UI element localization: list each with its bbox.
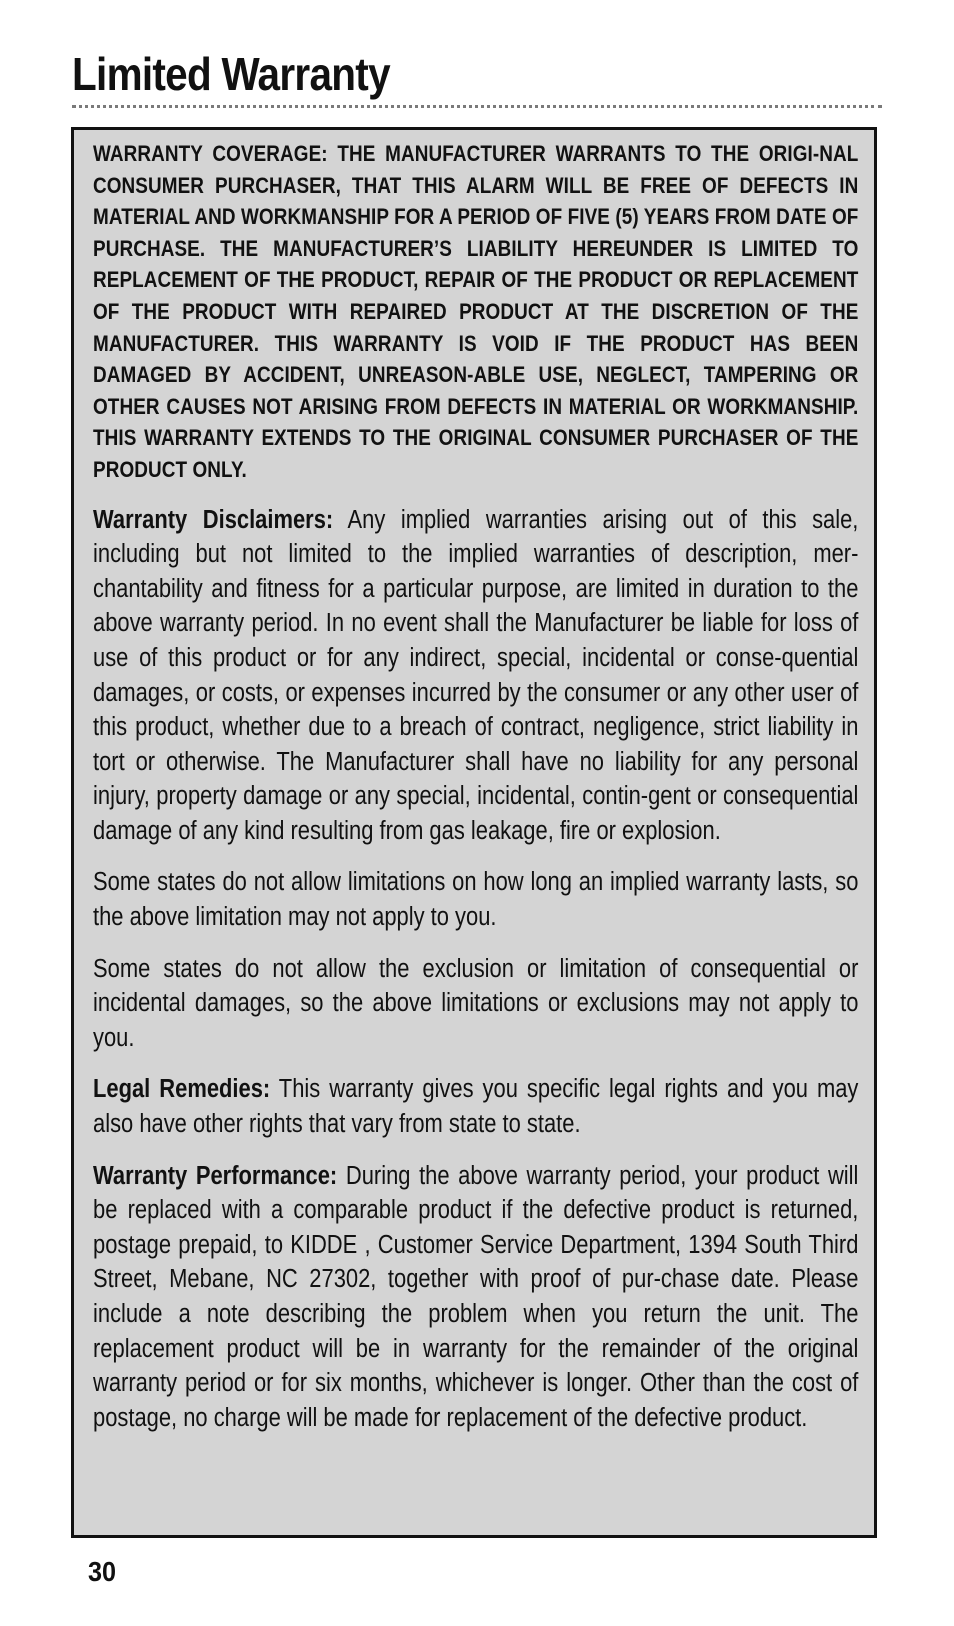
page-title: Limited Warranty <box>72 48 390 100</box>
legal-remedies-text: This warranty gives you specific legal rights and you may also have other rights that vary from state to state. <box>93 1075 859 1139</box>
warranty-disclaimers-paragraph <box>93 503 858 849</box>
warranty-disclaimers-text: Any implied warranties arising out of this sale, including but not limited to the implied warranties of description, mer-chantability and fitness for a particular purpose, are limited in duration to the above warranty period. In no event shall the Manufacturer be liable for loss of use of this product or for any indirect, special, incidental or conse-quential damages, or costs, or expenses incurred by the consumer or any other user of this product, whether due to a breach of contract, negligence, strict liability in tort or otherwise. The Manufacturer shall have no liability for any personal injury, property damage or any special, incidental, contin-gent or consequential damage of any kind resulting from gas leakage, fire or explosion. <box>93 505 859 845</box>
warranty-performance-heading: Warranty Performance: <box>93 1161 338 1190</box>
warranty-content <box>93 138 858 1435</box>
states-exclusion-paragraph: Some states do not allow the exclusion or limitation of consequential or incidental damages, so the above limitations or exclusions may not apply to you. <box>93 954 859 1052</box>
warranty-performance-paragraph <box>93 1159 858 1436</box>
warranty-coverage: WARRANTY COVERAGE: THE MANUFACTURER WARRANTS TO THE ORIGI-NAL CONSUMER PURCHASER, THAT THIS ALARM WILL BE FREE OF DEFECTS IN MATERIAL AND WORKMANSHIP FOR A PERIOD OF FIVE (5) YEARS FROM DATE OF PURCHASE. THE MANUFACTURER’S LIABILITY HEREUNDER IS LIMITED TO REPLACEMENT OF THE PRODUCT, REPAIR OF THE PRODUCT OR REPLACEMENT OF THE PRODUCT WITH REPAIRED PRODUCT AT THE DISCRETION OF THE MANUFACTURER. THIS WARRANTY IS VOID IF THE PRODUCT HAS BEEN DAMAGED BY ACCIDENT, UNREASON-ABLE USE, NEGLECT, TAMPERING OR OTHER CAUSES NOT ARISING FROM DEFECTS IN MATERIAL OR WORKMANSHIP. THIS WARRANTY EXTENDS TO THE ORIGINAL CONSUMER PURCHASER OF THE PRODUCT ONLY. <box>93 141 859 482</box>
page-number: 30 <box>88 1556 117 1587</box>
title-dotted-rule <box>72 105 882 108</box>
legal-remedies-paragraph <box>93 1072 858 1141</box>
warranty-disclaimers-heading: Warranty Disclaimers: <box>93 505 334 534</box>
states-duration-paragraph: Some states do not allow limitations on how long an implied warranty lasts, so the above limitation may not apply to you. <box>93 868 859 932</box>
legal-remedies-heading: Legal Remedies: <box>93 1075 271 1104</box>
warranty-performance-text: During the above warranty period, your product will be replaced with a comparable product if the defective product is returned, postage prepaid, to KIDDE , Customer Service Department, 1394 South Third Street, Mebane, NC 27302, together with proof of pur-chase date. Please include a note describing the problem when you return the unit. The replacement product will be in warranty for the remainder of the original warranty period or for six months, whichever is longer. Other than the cost of postage, no charge will be made for replacement of the defective product. <box>93 1161 859 1432</box>
warranty-box <box>71 127 877 1538</box>
